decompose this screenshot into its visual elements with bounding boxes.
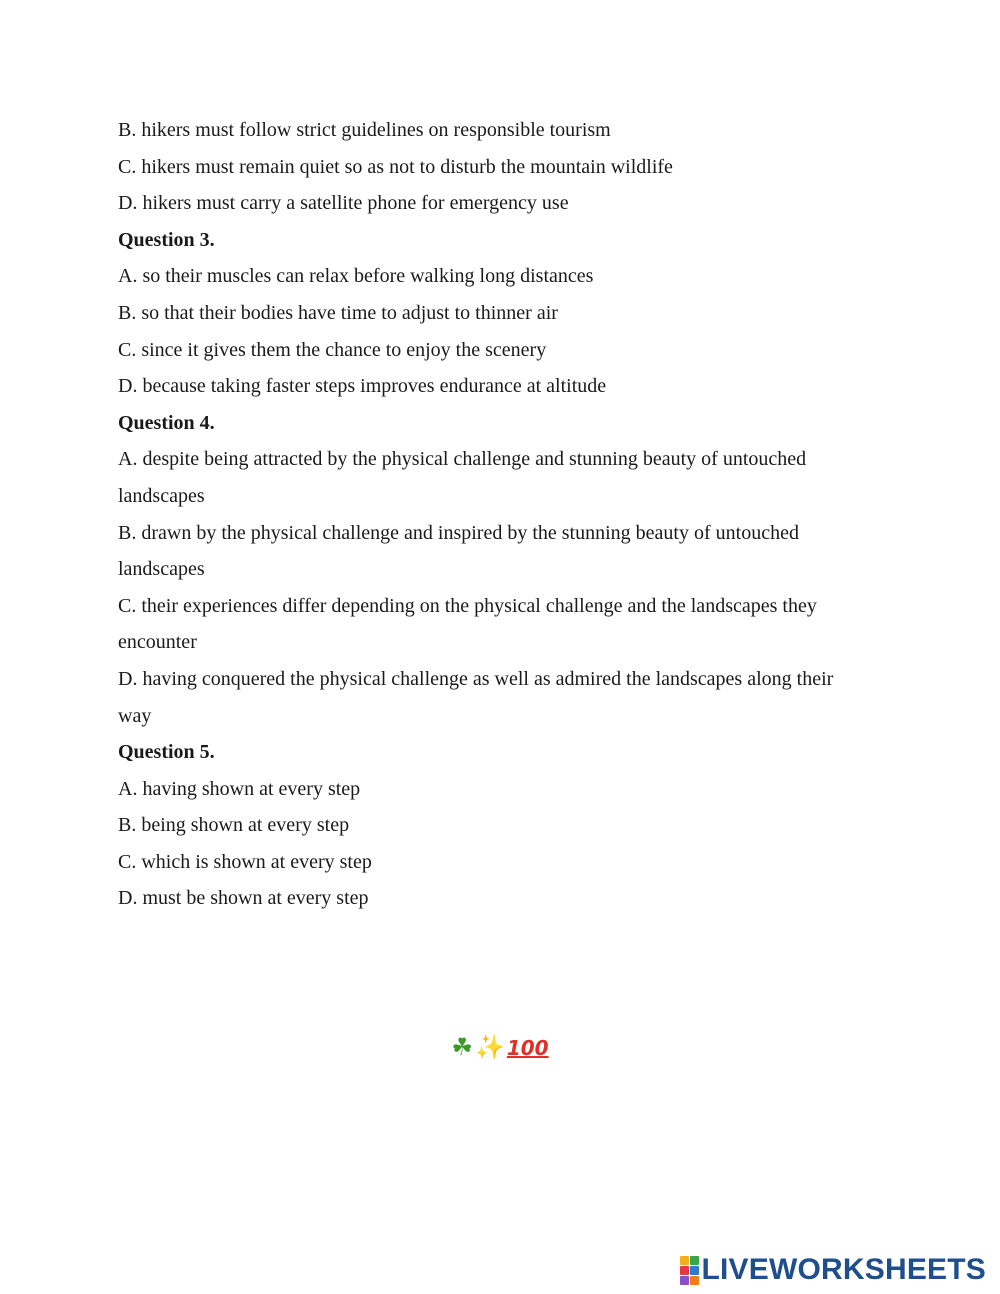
question-4-option-c-line-2: encounter (118, 631, 197, 654)
question-5-option-a: A. having shown at every step (118, 777, 361, 800)
question-4-option-c (118, 588, 882, 661)
question-4-option-b-line-1: B. drawn by the physical challenge and inspired by the stunning beauty of untouched (118, 521, 799, 544)
question-4-option-b-line-2: landscapes (118, 558, 205, 581)
question-3-option-a: A. so their muscles can relax before walking long distances (118, 265, 594, 288)
question-4-option-d (118, 661, 882, 734)
liveworksheets-brand (680, 1253, 987, 1287)
question-5-option-b: B. being shown at every step (118, 814, 350, 837)
question-3-option-d: D. because taking faster steps improves endurance at altitude (118, 375, 607, 398)
shamrock-icon: ☘ (451, 1033, 473, 1061)
question-3-heading: Question 3. (118, 228, 215, 251)
brand-name: LIVEWORKSHEETS (701, 1253, 986, 1286)
question-4-heading: Question 4. (118, 411, 215, 434)
question-2-option-c: C. hikers must remain quiet so as not to disturb the mountain wildlife (118, 155, 673, 178)
hundred-points-icon: 100 (506, 1036, 549, 1060)
worksheet-content (118, 112, 882, 917)
question-2-option-d: D. hikers must carry a satellite phone for emergency use (118, 192, 569, 215)
question-4-option-d-line-1: D. having conquered the physical challenge as well as admired the landscapes along their (118, 667, 834, 690)
question-3-option-c: C. since it gives them the chance to enjoy the scenery (118, 338, 547, 361)
question-4-option-a (118, 441, 882, 514)
emoji-decoration (0, 1032, 1000, 1063)
question-5-heading: Question 5. (118, 741, 215, 764)
question-5-option-d: D. must be shown at every step (118, 887, 369, 910)
question-3-option-b: B. so that their bodies have time to adjust to thinner air (118, 301, 558, 324)
question-2-option-b: B. hikers must follow strict guidelines on responsible tourism (118, 119, 611, 141)
question-4-option-a-line-2: landscapes (118, 484, 205, 507)
sparkles-icon: ✨ (474, 1033, 505, 1061)
question-4-option-a-line-1: A. despite being attracted by the physical challenge and stunning beauty of untouched (118, 448, 807, 471)
question-5-option-c: C. which is shown at every step (118, 850, 372, 873)
question-4-option-d-line-2: way (118, 704, 152, 727)
question-4-option-b (118, 515, 882, 588)
liveworksheets-logo-icon (680, 1256, 699, 1285)
question-4-option-c-line-1: C. their experiences differ depending on the physical challenge and the landscapes they (118, 594, 817, 617)
